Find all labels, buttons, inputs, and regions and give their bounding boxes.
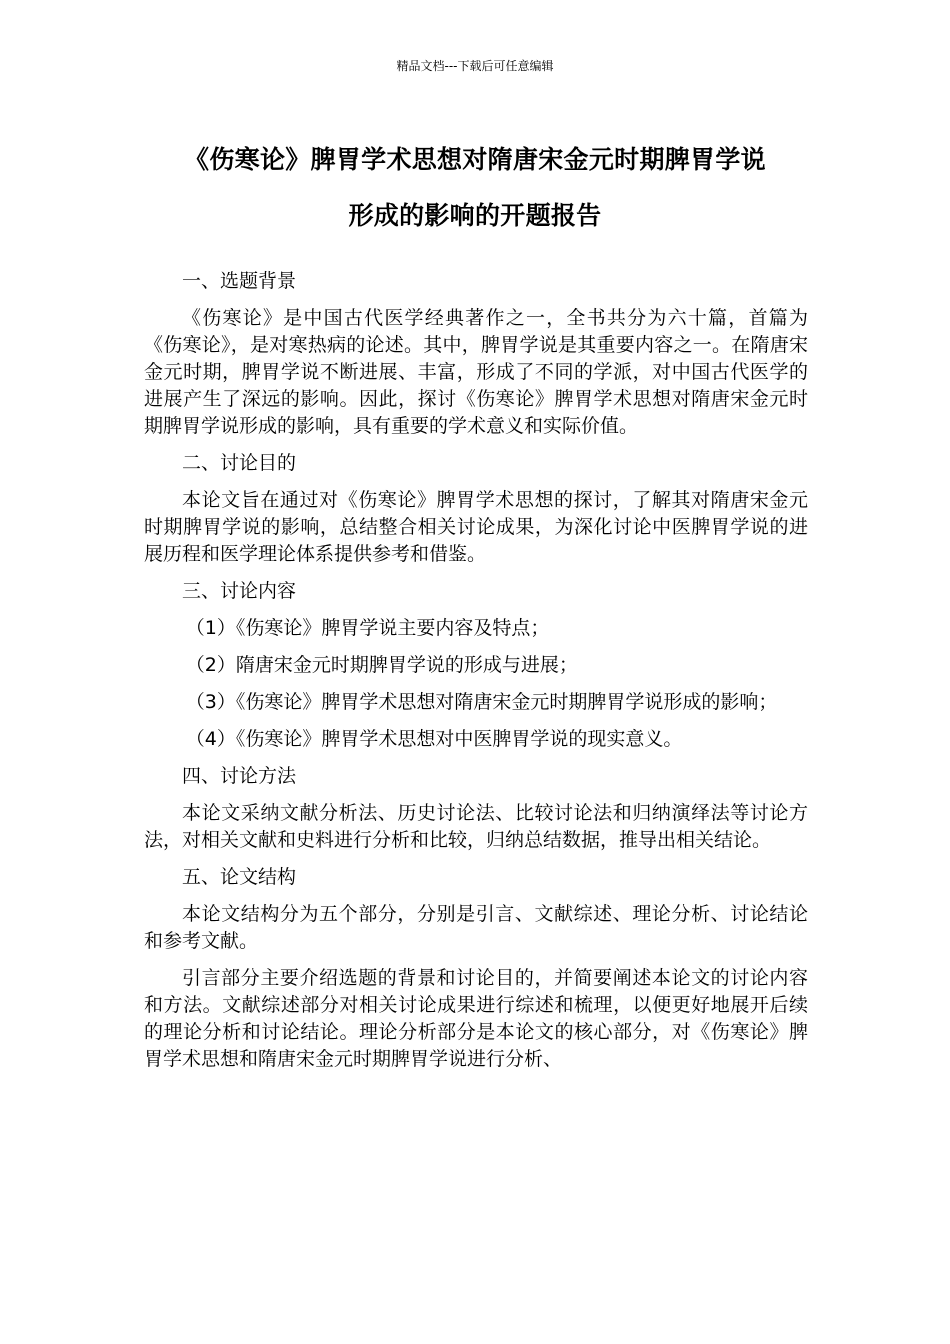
title-line-1: 《伤寒论》脾胃学术思想对隋唐宋金元时期脾胃学说 — [184, 145, 766, 174]
document-body — [144, 268, 808, 1083]
content-item-2: （2）隋唐宋金元时期脾胃学说的形成与进展； — [185, 654, 578, 676]
section-heading-purpose: 二、讨论目的 — [182, 452, 297, 474]
section-heading-structure: 五、论文结构 — [182, 866, 297, 888]
paragraph-purpose: 本论文旨在通过对《伤寒论》脾胃学术思想的探讨，了解其对隋唐宋金元时期脾胃学说的影响，总结整合相关讨论成果，为深化讨论中医脾胃学说的进展历程和医学理论体系提供参考和借鉴。 — [144, 489, 808, 565]
section-heading-background: 一、选题背景 — [182, 270, 297, 292]
paragraph-structure-2: 引言部分主要介绍选题的背景和讨论目的，并简要阐述本论文的讨论内容和方法。文献综述部分对相关讨论成果进行综述和梳理，以便更好地展开后续的理论分析和讨论结论。理论分析部分是本论文的核心部分，对《伤寒论》脾胃学术思想和隋唐宋金元时期脾胃学说进行分析、 — [144, 967, 808, 1070]
content-item-3: （3）《伤寒论》脾胃学术思想对隋唐宋金元时期脾胃学说形成的影响； — [185, 691, 778, 713]
section-heading-method: 四、讨论方法 — [182, 765, 297, 787]
section-heading-content: 三、讨论内容 — [182, 580, 297, 602]
paragraph-background: 《伤寒论》是中国古代医学经典著作之一，全书共分为六十篇，首篇为《伤寒论》，是对寒热病的论述。其中，脾胃学说是其重要内容之一。在隋唐宋金元时期，脾胃学说不断进展、丰富，形成了不同的学派，对中国古代医学的进展产生了深远的影响。因此，探讨《伤寒论》脾胃学术思想对隋唐宋金元时期脾胃学说形成的影响，具有重要的学术意义和实际价值。 — [144, 307, 808, 437]
paragraph-structure-1: 本论文结构分为五个部分，分别是引言、文献综述、理论分析、讨论结论和参考文献。 — [144, 903, 808, 952]
paragraph-method: 本论文采纳文献分析法、历史讨论法、比较讨论法和归纳演绎法等讨论方法，对相关文献和史料进行分析和比较，归纳总结数据，推导出相关结论。 — [144, 802, 808, 851]
header-note: 精品文档---下载后可任意编辑 — [396, 59, 554, 73]
document-title — [130, 132, 820, 244]
content-item-1: （1）《伤寒论》脾胃学说主要内容及特点； — [185, 617, 550, 639]
content-item-4: （4）《伤寒论》脾胃学术思想对中医脾胃学说的现实意义。 — [185, 728, 683, 750]
title-line-2: 形成的影响的开题报告 — [348, 201, 602, 230]
